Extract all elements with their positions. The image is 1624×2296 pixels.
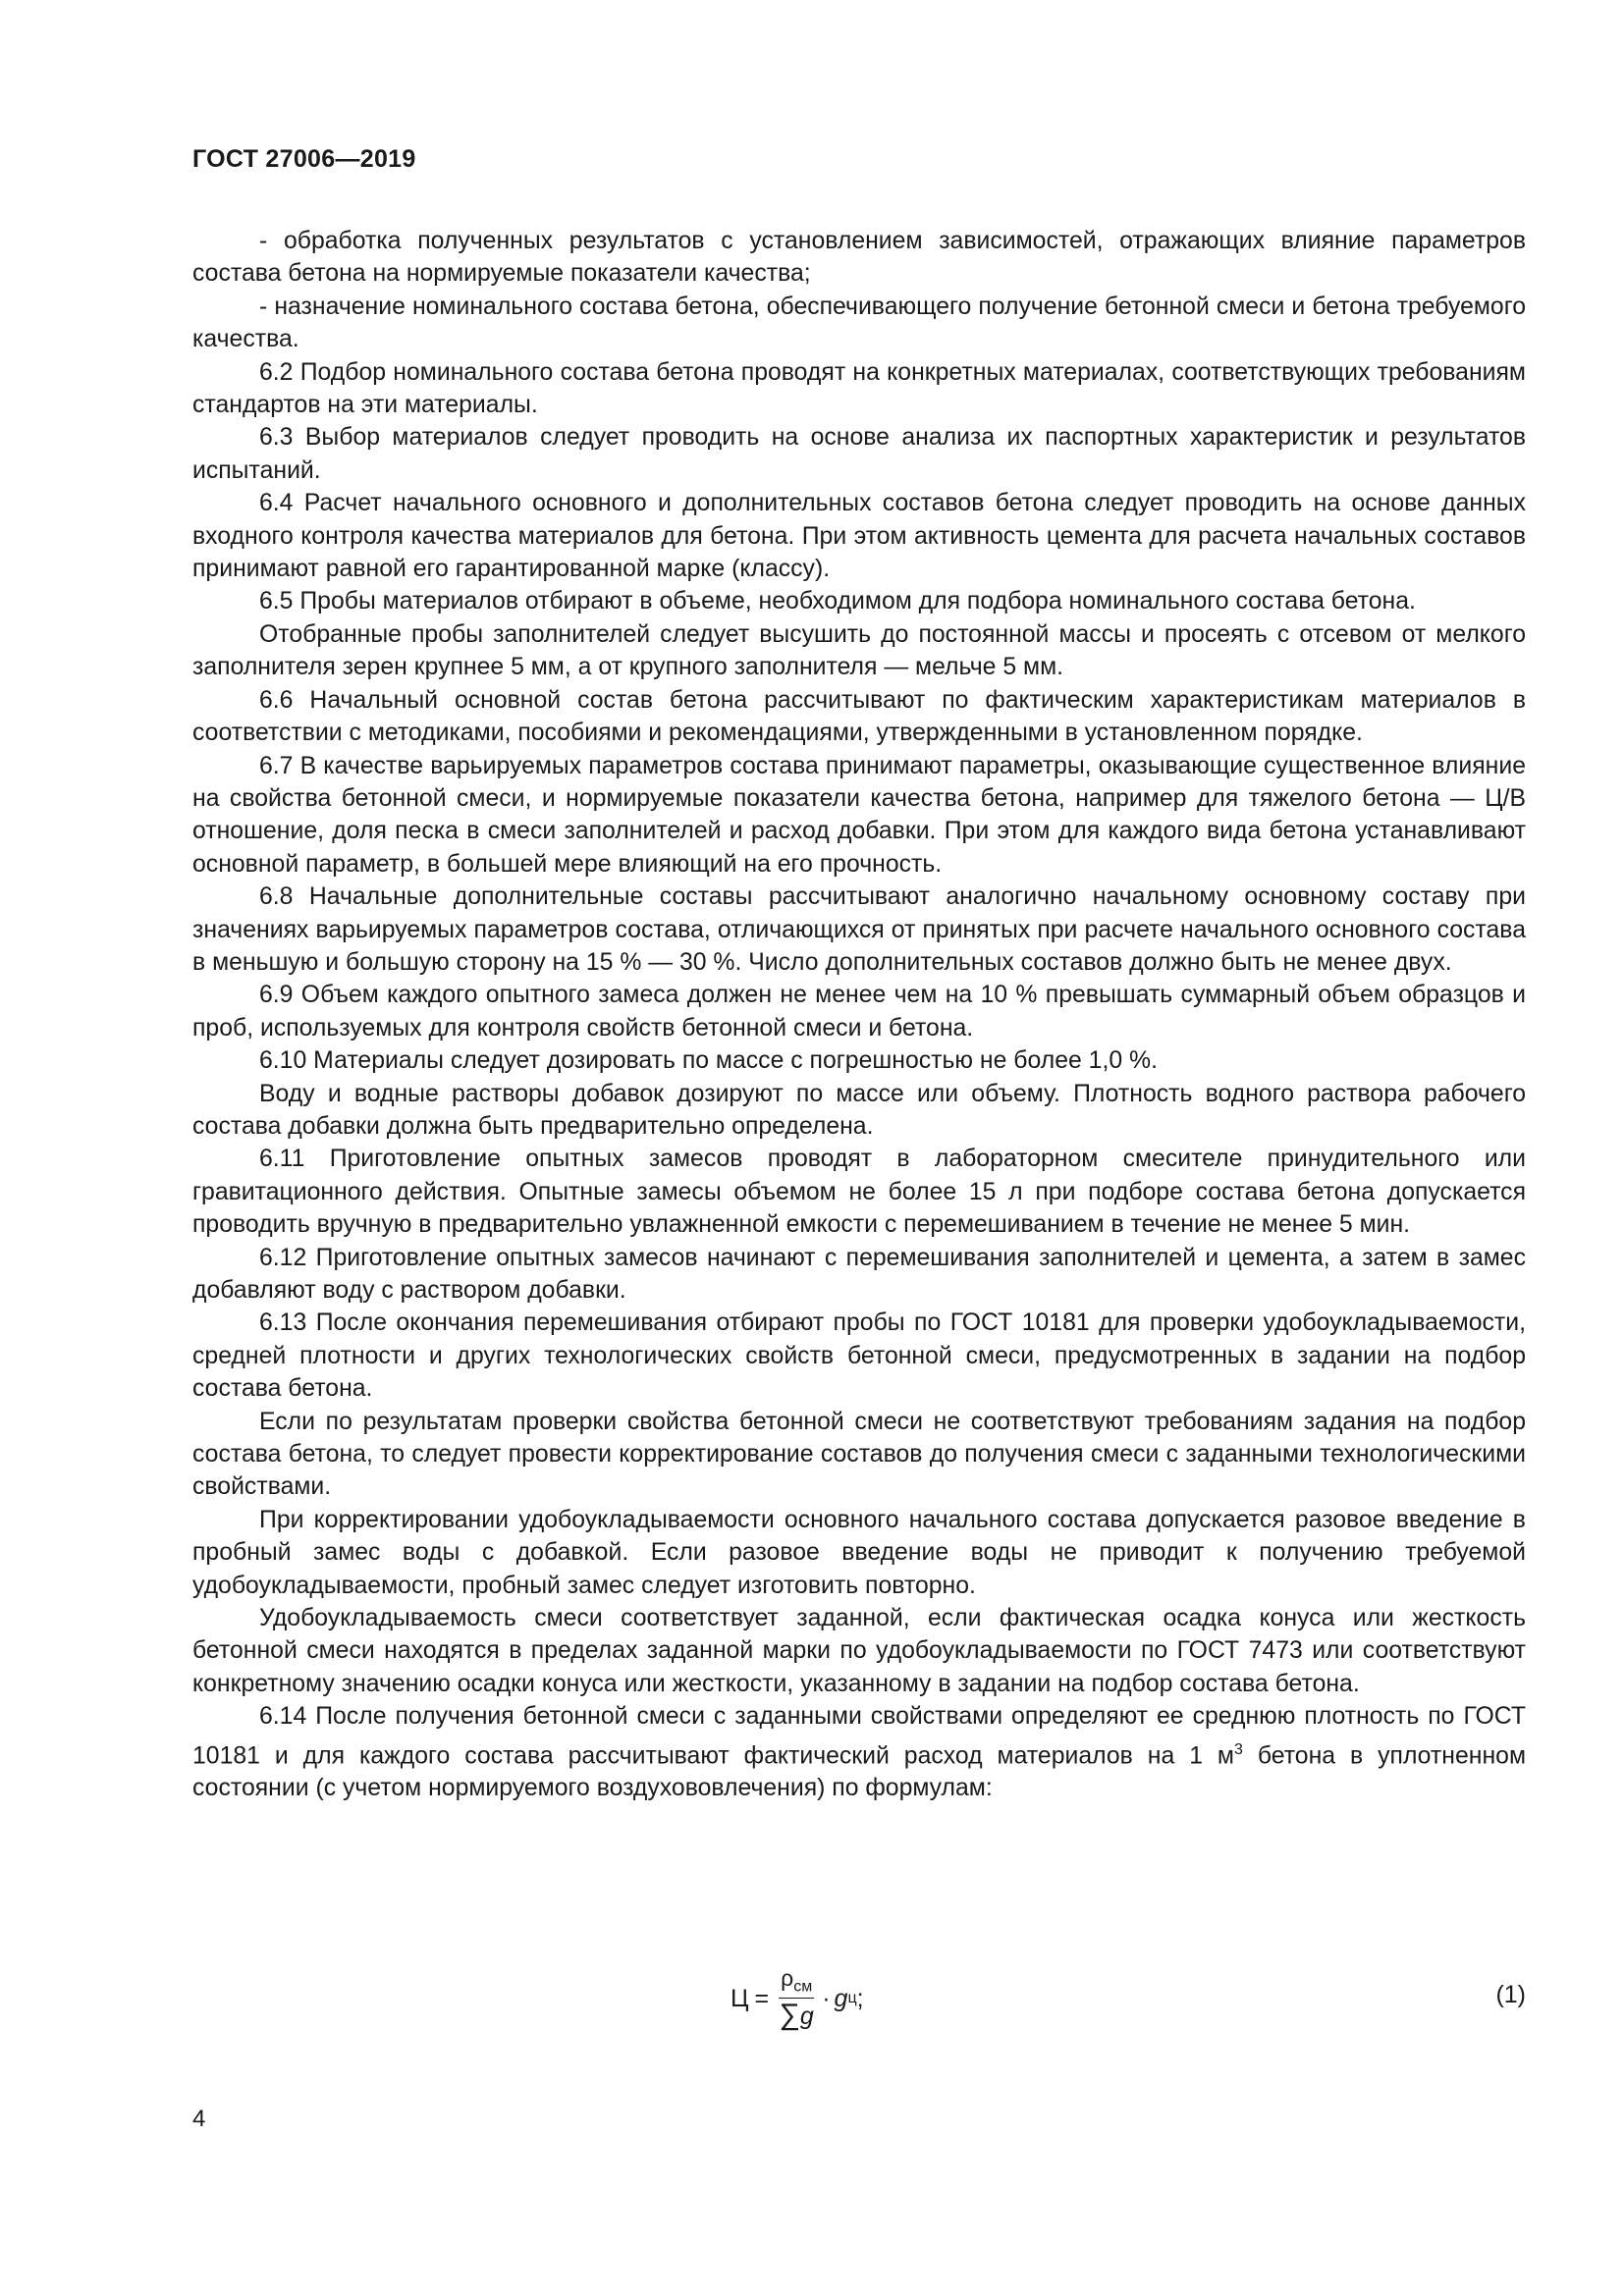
document-body <box>192 225 1526 1805</box>
paragraph: - обработка полученных результатов с установлением зависимостей, отражающих влияние параметров состава бетона на нормируемые показатели качества; <box>192 228 1526 288</box>
formula-fraction <box>779 1964 814 2032</box>
document-header: ГОСТ 27006—2019 <box>192 145 416 173</box>
page-number: 4 <box>192 2106 206 2132</box>
paragraph: 6.9 Объем каждого опытного замеса должен не менее чем на 10 % превышать суммарный объем образцов и проб, используемых для контроля свойств бетонной смеси и бетона. <box>192 982 1526 1041</box>
paragraph: Отобранные пробы заполнителей следует высушить до постоянной массы и просеять с отсевом от мелкого заполнителя зерен крупнее 5 мм, а от крупного заполнителя — мельче 5 мм. <box>192 620 1526 681</box>
formula-rhs-variable: g <box>834 1984 848 2012</box>
paragraph: 6.4 Расчет начального основного и дополнительных составов бетона следует проводить на основе данных входного контроля качества материалов для бетона. При этом активность цемента для расчета начальных составов принимают равной его гарантированной марке (классу). <box>192 490 1526 583</box>
formula-dot: · <box>822 1984 831 2012</box>
paragraph: Если по результатам проверки свойства бетонной смеси не соответствуют требованиям задания на подбор состава бетона, то следует провести корректирование составов до получения смеси с заданными технологическими свойствами. <box>192 1408 1526 1501</box>
paragraph: При корректировании удобоукладываемости основного начального состава допускается разовое введение в пробный замес воды с добавкой. Если разовое введение воды не приводит к получению требуемой удобоукладываемости, пробный замес следует изготовить повторно. <box>192 1506 1526 1599</box>
paragraph-6-14-tail: бетона в уплотненном состоянии (с учетом нормируемого воздухововлечения) по формулам: <box>192 1741 1526 1802</box>
paragraph: 6.10 Материалы следует дозировать по массе с погрешностью не более 1,0 %. <box>259 1047 1158 1075</box>
paragraph: 6.13 После окончания перемешивания отбирают пробы по ГОСТ 10181 для проверки удобоукладываемости, средней плотности и других технологических свойств бетонной смеси, предусмотренных в задании на подбор состава бетона. <box>192 1309 1526 1403</box>
sigma-symbol: ∑ <box>779 1999 800 2032</box>
paragraph: 6.7 В качестве варьируемых параметров состава принимают параметры, оказывающие существенное влияние на свойства бетонной смеси, и нормируемые показатели качества бетона, например для тяжелого бетона — Ц/В отношение, доля песка в смеси заполнителей и расход добавки. При этом для каждого вида бетона устанавливают основной параметр, в большей мере влияющий на его прочность. <box>192 752 1526 878</box>
paragraph: 6.12 Приготовление опытных замесов начинают с перемешивания заполнителей и цемента, а затем в замес добавляют воду с раствором добавки. <box>192 1244 1526 1304</box>
paragraph: - назначение номинального состава бетона, обеспечивающего получение бетонной смеси и бетона требуемого качества. <box>192 293 1526 353</box>
paragraph: 6.5 Пробы материалов отбирают в объеме, необходимом для подбора номинального состава бетона. <box>259 588 1416 615</box>
paragraph-6-14 <box>192 1700 1526 1804</box>
paragraph: Удобоукладываемость смеси соответствует заданной, если фактическая осадка конуса или жесткость бетонной смеси находятся в пределах заданной марки по удобоукладываемости по ГОСТ 7473 или соответствуют конкретному значению осадки конуса или жесткости, указанному в задании на подбор состава бетона. <box>192 1605 1526 1697</box>
formula-expression <box>731 1959 864 2038</box>
formula-equals: = <box>754 1984 770 2012</box>
formula-rhs-subscript: ц <box>847 1990 857 2006</box>
paragraph: 6.11 Приготовление опытных замесов проводят в лабораторном смесителе принудительного или гравитационного действия. Опытные замесы объемом не более 15 л при подборе состава бетона допускается проводить вручную в предварительно увлажненной емкости с перемешиванием в течение не менее 5 мин. <box>192 1146 1526 1239</box>
paragraph-6-14-text: 6.14 После получения бетонной смеси с заданными свойствами определяют ее среднюю плотность по ГОСТ 10181 и для каждого состава рассчитывают фактический расход материалов на 1 м <box>192 1703 1526 1769</box>
superscript-3: 3 <box>1233 1740 1243 1758</box>
paragraph: 6.8 Начальные дополнительные составы рассчитывают аналогично начальному основному составу при значениях варьируемых параметров состава, отличающихся от принятых при расчете начального основного состава в меньшую и большую сторону на 15 % — 30 %. Число дополнительных составов должно быть не менее двух. <box>192 883 1526 976</box>
paragraph: Воду и водные растворы добавок дозируют по массе или объему. Плотность водного раствора рабочего состава добавки должна быть предварительно определена. <box>192 1080 1526 1140</box>
formula-number: (1) <box>1495 1981 1526 2008</box>
paragraph: 6.6 Начальный основной состав бетона рассчитывают по фактическим характеристикам материалов в соответствии с методиками, пособиями и рекомендациями, утвержденными в установленном порядке. <box>192 686 1526 747</box>
fraction-numerator <box>779 1964 814 2000</box>
numerator-subscript: см <box>793 1978 813 1996</box>
denominator-variable: g <box>799 2002 814 2031</box>
paragraph: 6.3 Выбор материалов следует проводить на основе анализа их паспортных характеристик и результатов испытаний. <box>192 424 1526 484</box>
fraction-denominator <box>780 1999 814 2030</box>
paragraph: 6.2 Подбор номинального состава бетона проводят на конкретных материалах, соответствующих требованиям стандартов на эти материалы. <box>192 358 1526 419</box>
formula-end: ; <box>856 1984 864 2012</box>
formula-1 <box>192 1953 1526 2042</box>
formula-lhs: Ц <box>731 1984 749 2012</box>
rho-symbol: ρ <box>781 1964 794 1991</box>
